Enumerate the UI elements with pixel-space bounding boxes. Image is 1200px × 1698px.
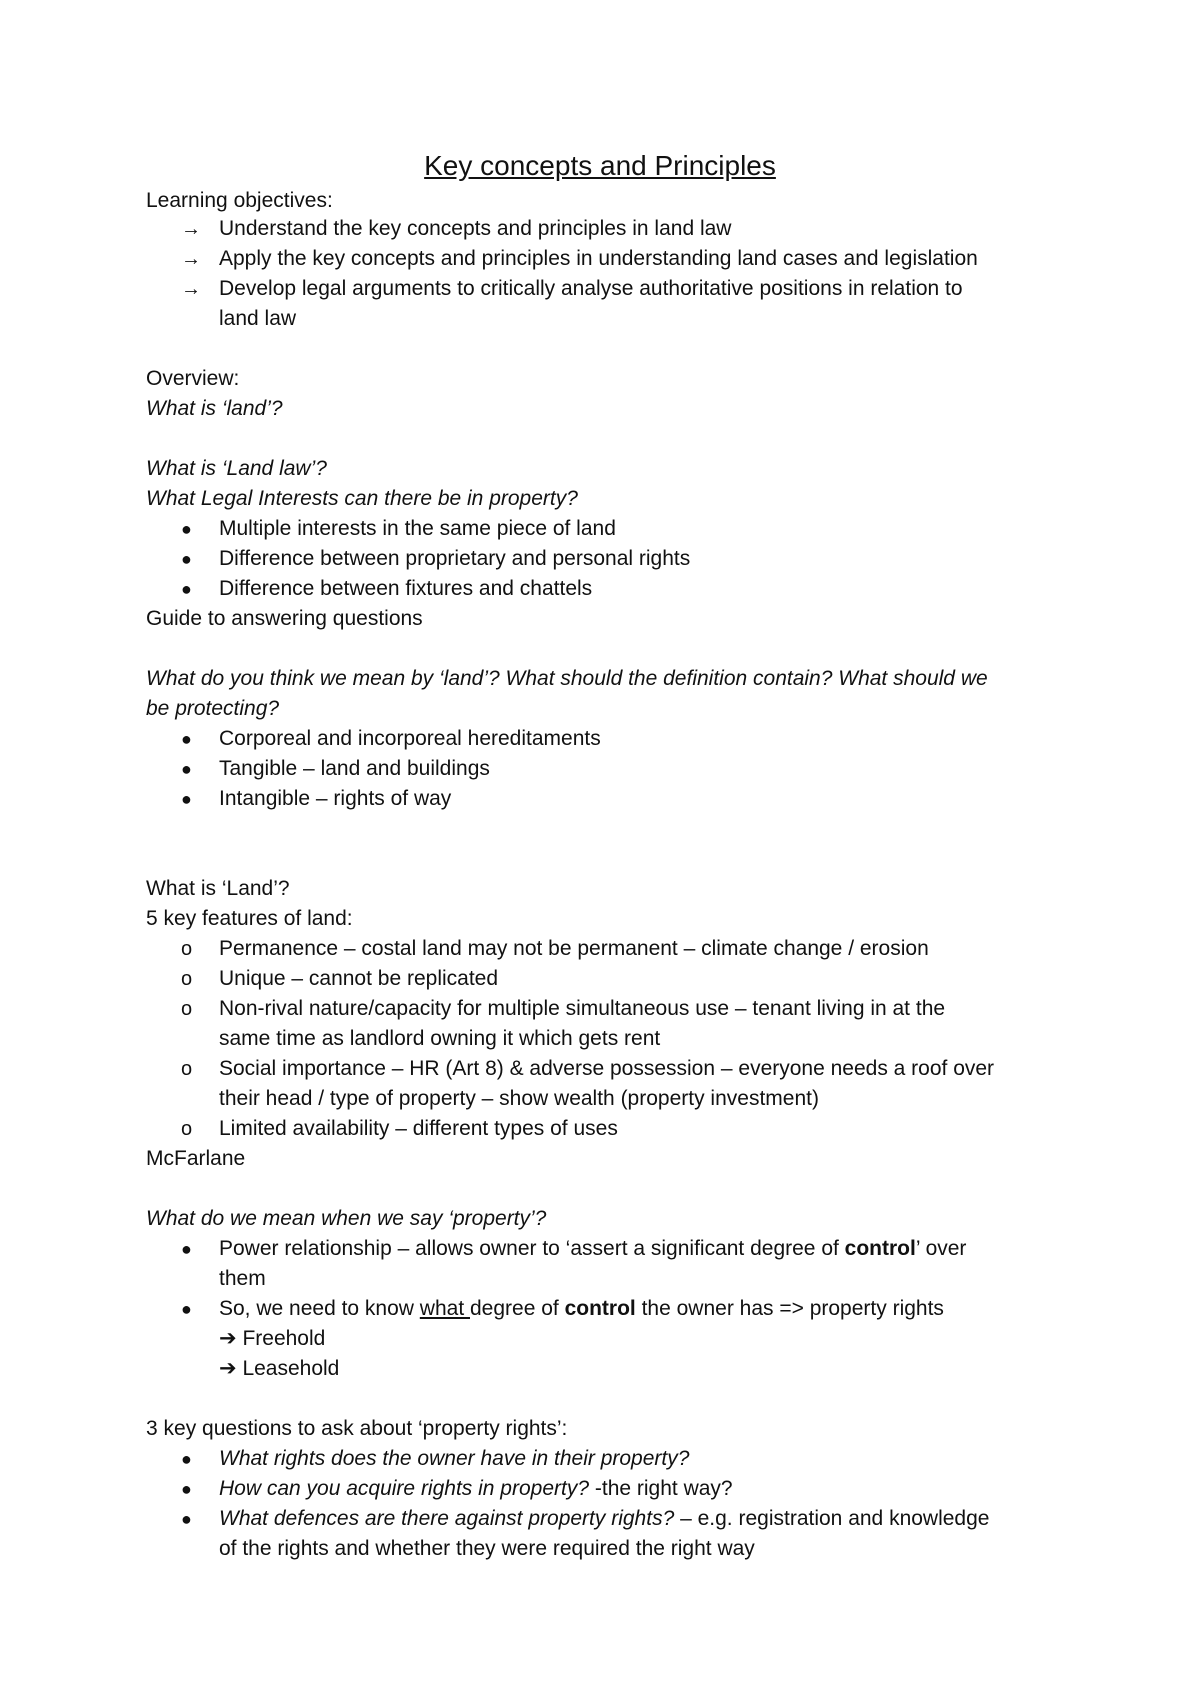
arrow-icon: → <box>181 218 201 240</box>
land-feature: Non-rival nature/capacity for multiple simultaneous use – tenant living in at the <box>219 997 946 1020</box>
bullet-icon: ● <box>181 1239 192 1259</box>
text-segment: So, we need to know <box>219 1297 420 1320</box>
land-feature-continued: their head / type of property – show wealth (property investment) <box>219 1087 819 1110</box>
bullet-icon: ● <box>181 789 192 809</box>
learning-objective-item: Understand the key concepts and principles in land law <box>219 217 732 240</box>
overview-bullet: Difference between fixtures and chattels <box>219 577 593 600</box>
author-reference: McFarlane <box>146 1147 246 1170</box>
overview-bullet: Multiple interests in the same piece of land <box>219 517 616 540</box>
learning-objectives-heading: Learning objectives: <box>146 189 333 212</box>
text-segment: degree of <box>470 1297 565 1320</box>
bullet-icon: ● <box>181 549 192 569</box>
learning-objective-item: Apply the key concepts and principles in understanding land cases and legislation <box>219 247 978 270</box>
learning-objective-item: Develop legal arguments to critically analyse authoritative positions in relation to <box>219 277 963 300</box>
rights-bullet <box>219 1474 733 1504</box>
overview-bullet: Difference between proprietary and personal rights <box>219 547 691 570</box>
page-title: Key concepts and Principles <box>424 150 776 181</box>
bold-term: control <box>564 1297 636 1320</box>
definition-bullet: Intangible – rights of way <box>219 787 452 810</box>
property-bullet <box>219 1294 944 1324</box>
definition-bullet: Corporeal and incorporeal hereditaments <box>219 727 601 750</box>
bullet-icon: ● <box>181 759 192 779</box>
sub-item-label: Leasehold <box>242 1357 340 1380</box>
text-segment: ’ over <box>915 1237 967 1260</box>
rights-heading: 3 key questions to ask about ‘property rights’: <box>146 1417 568 1440</box>
circle-bullet-icon: o <box>181 938 193 960</box>
italic-segment: How can you acquire rights in property? <box>219 1477 590 1500</box>
sub-item <box>219 1354 339 1384</box>
text-segment: -the right way? <box>589 1477 733 1500</box>
land-feature: Limited availability – different types of uses <box>219 1117 618 1140</box>
text-segment: the owner has => property rights <box>635 1297 944 1320</box>
rights-bullet <box>219 1504 989 1534</box>
definition-question-continued: be protecting? <box>146 697 280 720</box>
text-segment: – e.g. registration and knowledge <box>674 1507 990 1530</box>
land-heading: What is ‘Land’? <box>146 877 290 900</box>
circle-bullet-icon: o <box>181 1118 193 1140</box>
bullet-icon: ● <box>181 1509 192 1529</box>
circle-bullet-icon: o <box>181 998 193 1020</box>
land-feature: Permanence – costal land may not be permanent – climate change / erosion <box>219 937 929 960</box>
sub-item <box>219 1324 325 1354</box>
underlined-term: what <box>419 1297 470 1320</box>
definition-question: What do you think we mean by ‘land’? What should the definition contain? What should we <box>146 667 988 690</box>
arrow-icon: ➔ <box>219 1327 243 1350</box>
bullet-icon: ● <box>181 579 192 599</box>
bullet-icon: ● <box>181 729 192 749</box>
learning-objective-item-continued: land law <box>219 307 297 330</box>
property-bullet-continued: them <box>219 1267 266 1290</box>
overview-question: What Legal Interests can there be in property? <box>146 487 578 510</box>
bullet-icon: ● <box>181 1449 192 1469</box>
land-feature-continued: same time as landlord owning it which gets rent <box>219 1027 661 1050</box>
arrow-icon: → <box>181 278 201 300</box>
circle-bullet-icon: o <box>181 968 193 990</box>
guide-heading: Guide to answering questions <box>146 607 423 630</box>
text-segment: Power relationship – allows owner to ‘assert a significant degree of <box>219 1237 845 1260</box>
bullet-icon: ● <box>181 1479 192 1499</box>
bullet-icon: ● <box>181 1299 192 1319</box>
definition-bullet: Tangible – land and buildings <box>219 757 490 780</box>
land-feature: Unique – cannot be replicated <box>219 967 499 990</box>
overview-question: What is ‘Land law’? <box>146 457 327 480</box>
rights-bullet-continued: of the rights and whether they were required the right way <box>219 1537 755 1560</box>
bullet-icon: ● <box>181 519 192 539</box>
property-question: What do we mean when we say ‘property’? <box>146 1207 547 1230</box>
overview-question: What is ‘land’? <box>146 397 283 420</box>
italic-segment: What defences are there against property rights? <box>219 1507 675 1530</box>
rights-bullet: What rights does the owner have in their property? <box>219 1447 690 1470</box>
property-bullet <box>219 1234 966 1264</box>
overview-heading: Overview: <box>146 367 240 390</box>
land-subheading: 5 key features of land: <box>146 907 353 930</box>
land-feature: Social importance – HR (Art 8) & adverse possession – everyone needs a roof over <box>219 1057 995 1080</box>
circle-bullet-icon: o <box>181 1058 193 1080</box>
arrow-icon: → <box>181 248 201 270</box>
bold-term: control <box>844 1237 916 1260</box>
sub-item-label: Freehold <box>242 1327 326 1350</box>
arrow-icon: ➔ <box>219 1357 243 1380</box>
